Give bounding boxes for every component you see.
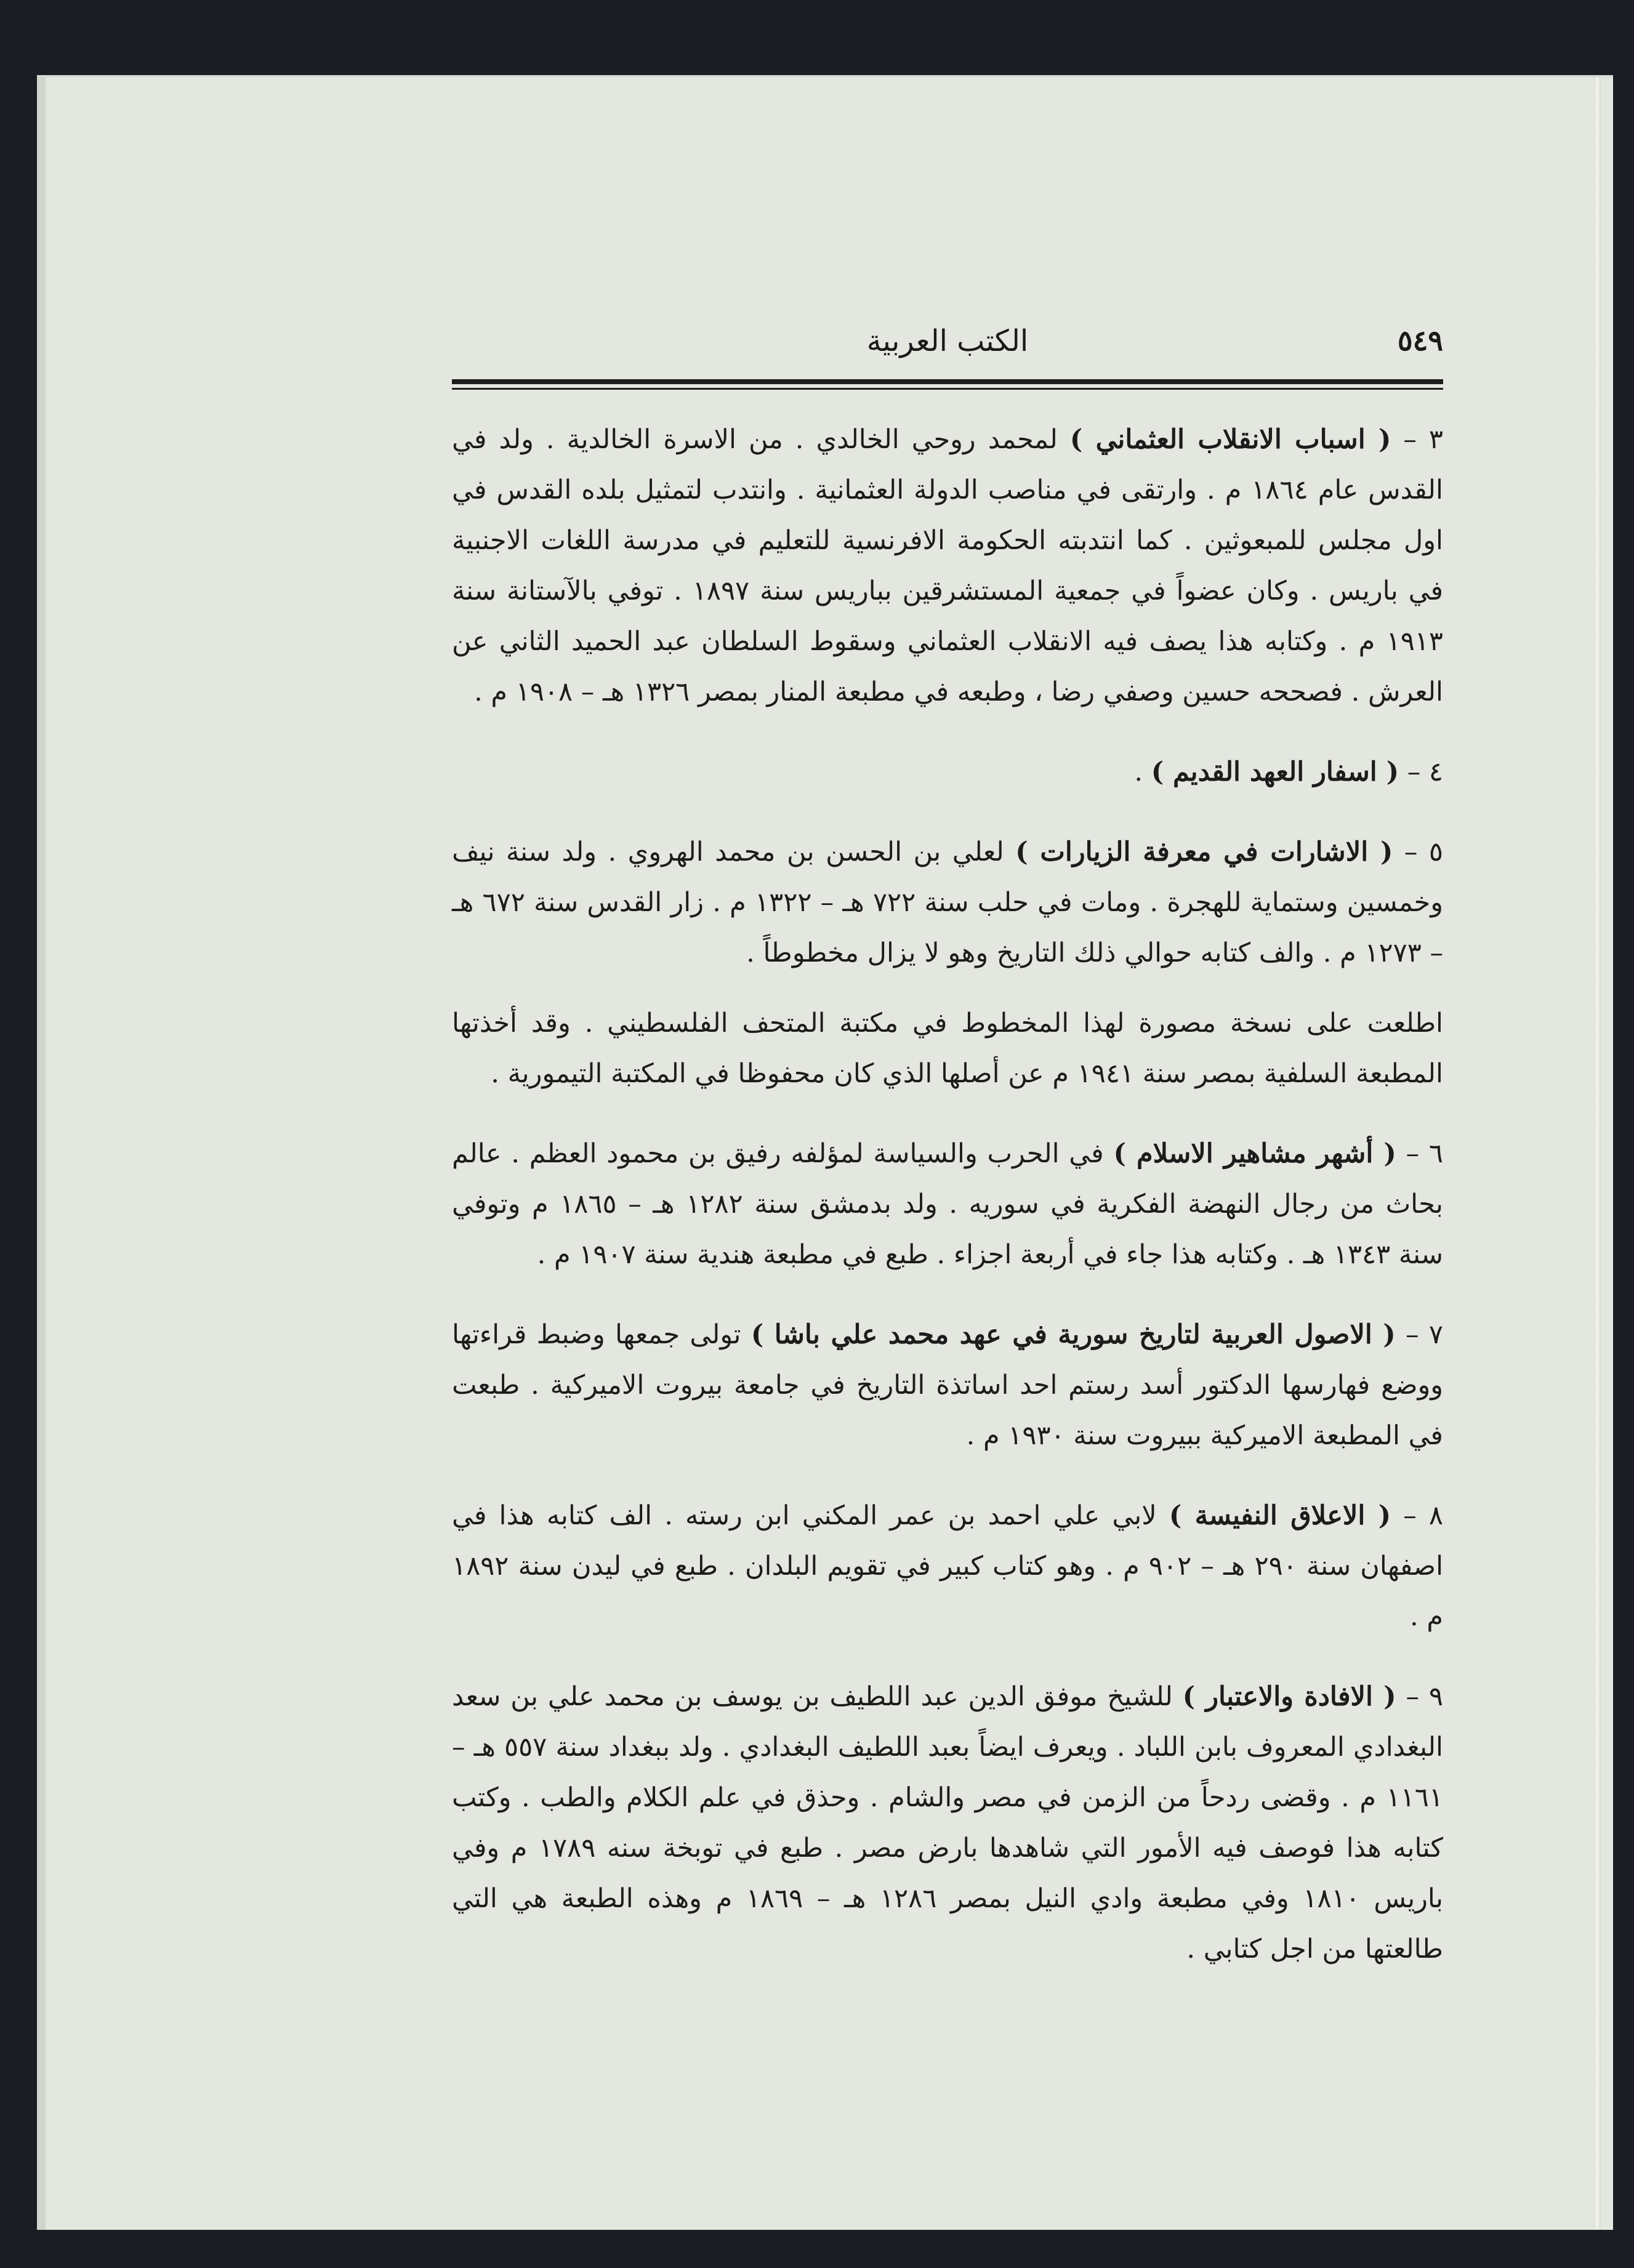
entry-number: ٧ –	[1406, 1319, 1444, 1350]
entry-5	[452, 827, 1443, 978]
entry-title: ( الاشارات في معرفة الزيارات )	[1015, 837, 1393, 867]
entry-number: ٥ –	[1404, 837, 1443, 867]
page-number: ٥٤٩	[1397, 324, 1443, 357]
entry-8	[452, 1490, 1443, 1642]
entry-number: ٨ –	[1403, 1500, 1443, 1531]
entry-title: ( الاصول العربية لتاريخ سورية في عهد محمد علي باشا )	[751, 1319, 1396, 1350]
page-header	[452, 324, 1443, 373]
entry-number: ٩ –	[1406, 1681, 1444, 1712]
book-page	[37, 75, 1613, 2230]
header-rule-thin	[452, 388, 1443, 390]
entry-text: تولى جمعها وضبط قراءتها ووضع فهارسها الدكتور أسد رستم احد اساتذة التاريخ في جامعة بيروت الاميركية . طبعت في المطبعة الاميركية ببيروت سنة ١٩٣٠ م .	[452, 1319, 1443, 1451]
entry-text: لابي علي احمد بن عمر المكني ابن رسته . الف كتابه هذا في اصفهان سنة ٢٩٠ هـ – ٩٠٢ م . وهو كتاب كبير في تقويم البلدان . طبع في ليدن سنة ١٨٩٢ م .	[452, 1500, 1444, 1632]
text-block	[452, 324, 1443, 2078]
entry-title: ( أشهر مشاهير الاسلام )	[1113, 1138, 1396, 1169]
entry-text: .	[1134, 757, 1143, 787]
entry-number: ٣ –	[1403, 424, 1443, 455]
entry-9	[452, 1671, 1443, 1974]
entry-text: اطلعت على نسخة مصورة لهذا المخطوط في مكتبة المتحف الفلسطيني . وقد أخذتها المطبعة السلفية بمصر سنة ١٩٤١ م عن أصلها الذي كان محفوظا في المكتبة التيمورية .	[452, 1008, 1443, 1089]
entry-text: للشيخ موفق الدين عبد اللطيف بن يوسف بن محمد علي بن سعد البغدادي المعروف بابن اللباد . ويعرف ايضاً بعبد اللطيف البغدادي . ولد ببغداد سنة ٥٥٧ هـ – ١١٦١ م . وقضى ردحاً من الزمن في مصر والشام . وحذق في علم الكلام والطب . وكتب كتابه هذا فوصف فيه الأمور التي شاهدها بارض مصر . طبع في توبخة سنه ١٧٨٩ م وفي باريس ١٨١٠ وفي مطبعة وادي النيل بمصر ١٢٨٦ هـ – ١٨٦٩ م وهذه الطبعة هي التي طالعتها من اجل كتابي .	[452, 1681, 1443, 1964]
entry-number: ٤ –	[1407, 757, 1443, 787]
entry-7	[452, 1309, 1443, 1461]
entry-title: ( اسباب الانقلاب العثماني )	[1069, 424, 1391, 455]
entry-title: ( اسفار العهد القديم )	[1151, 757, 1399, 787]
entry-text: في الحرب والسياسة لمؤلفه رفيق بن محمود العظم . عالم بحاث من رجال النهضة الفكرية في سوريه . ولد بدمشق سنة ١٢٨٢ هـ – ١٨٦٥ م وتوفي سنة ١٣٤٣ هـ . وكتابه هذا جاء في أربعة اجزاء . طبع في مطبعة هندية سنة ١٩٠٧ م .	[452, 1138, 1443, 1270]
entry-title: ( الاعلاق النفيسة )	[1169, 1500, 1391, 1531]
entry-title: ( الافادة والاعتبار )	[1182, 1681, 1396, 1712]
running-title: الكتب العربية	[866, 324, 1029, 358]
entry-text: لمحمد روحي الخالدي . من الاسرة الخالدية . ولد في القدس عام ١٨٦٤ م . وارتقى في مناصب الدولة العثمانية . وانتدب لتمثيل بلده القدس في اول مجلس للمبعوثين . كما انتدبته الحكومة الافرنسية للتعليم في مدرسة اللغات الاجنبية في باريس . وكان عضواً في جمعية المستشرقين بباريس سنة ١٨٩٧ . توفي بالآستانة سنة ١٩١٣ م . وكتابه هذا يصف فيه الانقلاب العثماني وسقوط السلطان عبد الحميد الثاني عن العرش . فصححه حسين وصفي رضا ، وطبعه في مطبعة المنار بمصر ١٣٢٦ هـ – ١٩٠٨ م .	[452, 424, 1443, 707]
entry-3	[452, 414, 1443, 717]
header-rule-thick	[452, 379, 1443, 384]
entry-6	[452, 1128, 1443, 1280]
entry-4	[452, 747, 1443, 797]
entry-5-note	[452, 998, 1443, 1099]
entry-number: ٦ –	[1406, 1138, 1444, 1169]
entry-text: لعلي بن الحسن بن محمد الهروي . ولد سنة نيف وخمسين وستماية للهجرة . ومات في حلب سنة ٧٢٢ هـ – ١٣٢٢ م . زار القدس سنة ٦٧٢ هـ – ١٢٧٣ م . والف كتابه حوالي ذلك التاريخ وهو لا يزال مخطوطاً .	[452, 837, 1443, 968]
page-edge	[1595, 78, 1601, 2230]
entries	[452, 414, 1443, 1974]
